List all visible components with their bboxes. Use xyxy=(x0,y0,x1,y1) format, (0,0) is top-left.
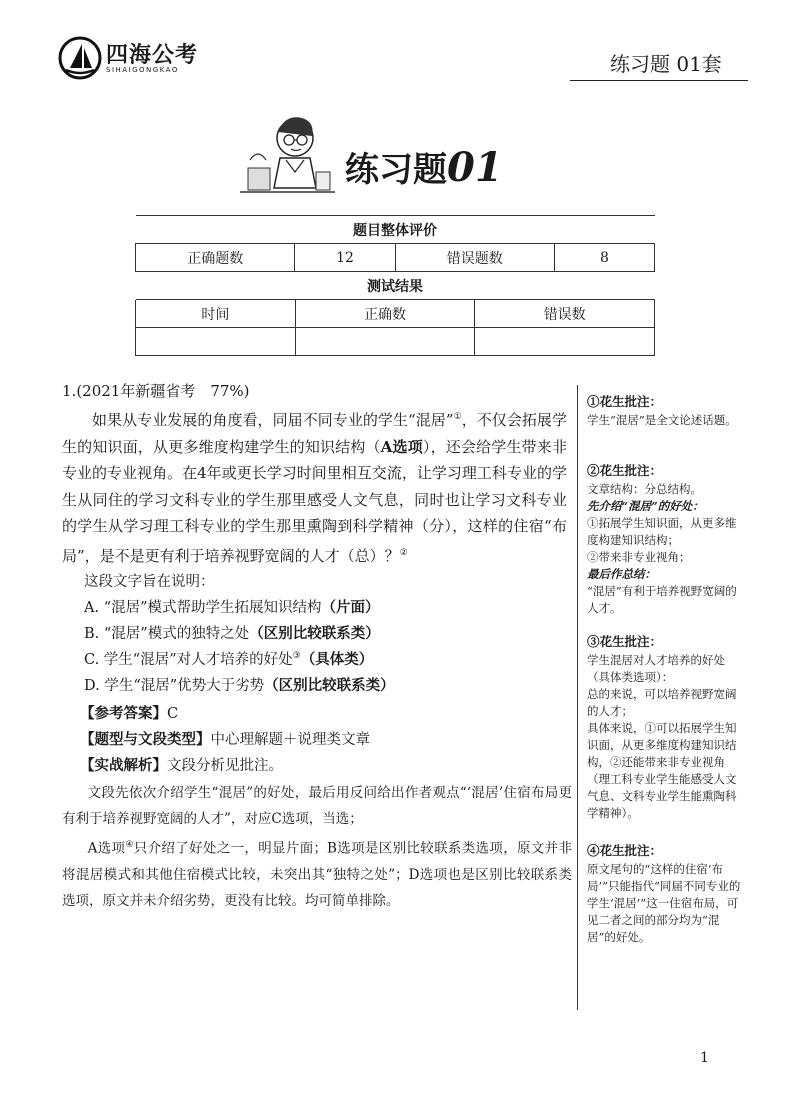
logo xyxy=(58,36,228,84)
note-ref-1: ① xyxy=(453,412,462,422)
correct-input-cell[interactable] xyxy=(295,328,475,356)
analysis-paragraph-1: 文段先依次介绍学生“混居”的好处，最后用反问给出作者观点“‘混居’住宿布局更有利于培养视野宽阔的人才”，对应C选项，当选； xyxy=(62,785,572,827)
evaluation-table xyxy=(135,215,655,356)
question-passage: 如果从专业发展的角度看，同届不同专业的学生“混居”①，不仅会拓展学生的知识面，从更多维度构建学生的知识结构（A选项），还会给学生带来非专业的专业视角。在4年或更长学习时间里相互交流，让学习理工科专业的学生从同住的学习文科专业的学生那里感受人文气息，同时也让学习文科专业的学生从学习理工科专业的学生那里熏陶到科学精神（分），这样的住宿“布局”，是不是更有利于培养视野宽阔的人才（总）？② xyxy=(62,411,567,565)
sidebar-divider xyxy=(577,385,578,1010)
option-c: C. 学生“混居”对人才培养的好处③（具体类） xyxy=(84,651,374,668)
note-4: ④花生批注： 原文尾句的“这样的住宿‘布局’”只能指代“同届不同专业的学生‘混居’”这一住宿布局，可见二者之间的部分均为“混居”的好处。 xyxy=(587,843,741,944)
time-column-header: 时间 xyxy=(136,300,296,328)
page-title xyxy=(345,142,503,191)
set-label: 练习题 01套 xyxy=(610,52,722,76)
wrong-count-value: 8 xyxy=(554,244,654,272)
correct-column-header: 正确数 xyxy=(295,300,475,328)
wrong-column-header: 错误数 xyxy=(475,300,655,328)
note-ref-2: ② xyxy=(399,547,408,558)
header-rule xyxy=(570,80,748,81)
title-text: 练习题 xyxy=(345,150,447,190)
title-number: 01 xyxy=(447,144,503,191)
logo-text: 四海公考 xyxy=(106,43,199,68)
option-b: B. “混居”模式的独特之处（区别比较联系类） xyxy=(84,625,380,642)
note-1: ①花生批注： 学生“混居”是全文论述话题。 xyxy=(587,394,737,427)
correct-count-value: 12 xyxy=(295,244,395,272)
correct-count-label: 正确题数 xyxy=(136,244,295,272)
analysis-line: 【实战解析】文段分析见批注。 xyxy=(80,757,283,774)
logo-subtext: SIHAIGONGKAO xyxy=(106,66,179,74)
answer-value: C xyxy=(167,706,179,722)
page-number: 1 xyxy=(700,1050,709,1066)
test-result-header: 测试结果 xyxy=(136,272,655,300)
question-stem: 这段文字旨在说明： xyxy=(84,574,215,590)
time-input-cell[interactable] xyxy=(136,328,296,356)
question-number: 1. xyxy=(62,382,77,400)
analysis-paragraph-2: A选项④只介绍了好处之一，明显片面；B选项是区别比较联系类选项，原文并非将混居模式和其他住宿模式比较，未突出其“独特之处”；D选项也是区别比较联系类选项，原文并未介绍劣势，更没有比较。均可简单排除。 xyxy=(62,840,573,909)
note-3: ③花生批注： 学生混居对人才培养的好处（具体类选项）： 总的来说，可以培养视野宽阔的人才； 具体来说，①可以拓展学生知识面，从更多维度构建知识结构，②还能带来非专业视角（理工科专业学生能感受人文气息、文科专业学生能熏陶科学精神）。 xyxy=(587,634,737,820)
option-a: A. “混居”模式帮助学生拓展知识结构（片面） xyxy=(84,599,380,616)
question-header xyxy=(62,380,250,401)
passage-tag-a: A选项 xyxy=(380,437,423,456)
overall-eval-header: 题目整体评价 xyxy=(136,216,655,244)
sailboat-logo-icon xyxy=(58,36,102,80)
wrong-count-label: 错误题数 xyxy=(395,244,554,272)
question-source: (2021年新疆省考 77%) xyxy=(76,382,250,400)
note-2: ②花生批注： 文章结构：分总结构。 先介绍“混居”的好处： ①拓展学生知识面，从更多维度构建知识结构； ②带来非专业视角； 最后作总结： “混居”有利于培养视野宽阔的人才。 xyxy=(587,463,737,615)
option-d: D. 学生“混居”优势大于劣势（区别比较联系类） xyxy=(84,677,395,694)
student-cartoon-icon xyxy=(240,110,335,198)
answer-line: 【参考答案】C xyxy=(80,705,179,722)
wrong-input-cell[interactable] xyxy=(475,328,655,356)
type-line: 【题型与文段类型】中心理解题＋说理类文章 xyxy=(80,731,370,748)
